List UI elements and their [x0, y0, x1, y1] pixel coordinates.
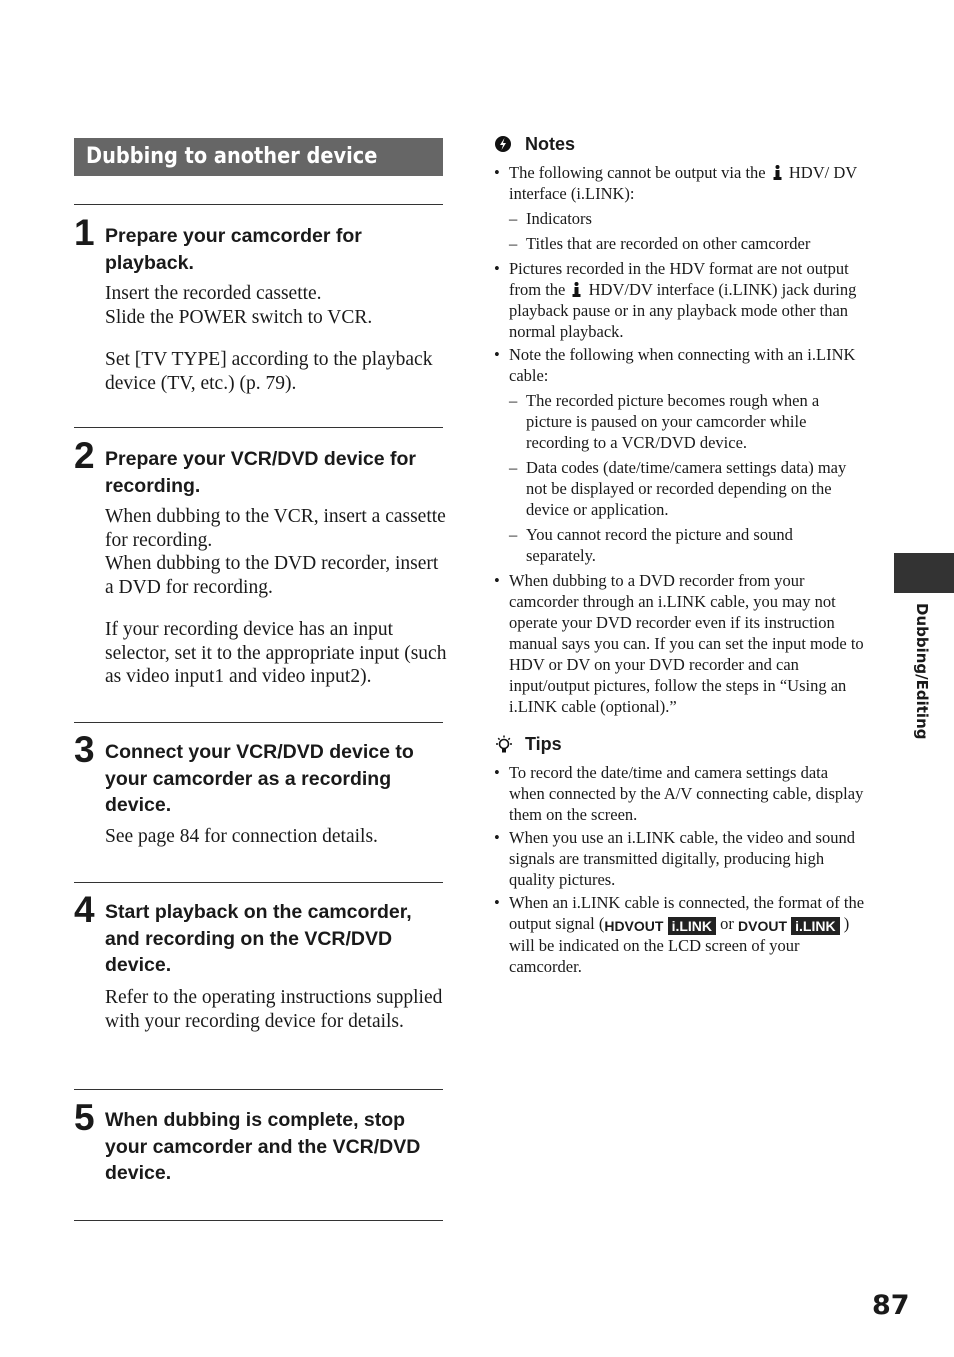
sub-list-item: – Titles that are recorded on other camcorder	[509, 233, 866, 254]
section-title-bar	[74, 138, 443, 176]
ilink-icon	[572, 282, 581, 297]
step-title: Connect your VCR/DVD device to your camcorder as a recording device.	[105, 741, 414, 816]
step-text: If your recording device has an input selector, set it to the appropriate input (such as video input1 and video input2).	[105, 619, 447, 687]
list-item: • When you use an i.LINK cable, the video and sound signals are transmitted digitally, producing high quality pictures.	[494, 827, 866, 890]
sub-list-item: – Indicators	[509, 208, 866, 229]
hdv-out-badge: HDVOUT	[604, 918, 664, 934]
step-title: Start playback on the camcorder, and recording on the VCR/DVD device.	[105, 901, 412, 976]
notes-title: Notes	[525, 134, 576, 154]
notes-icon	[494, 135, 512, 153]
sub-list-item: – Data codes (date/time/camera settings data) may not be displayed or recorded depending on the device or application.	[509, 457, 866, 520]
step-text: See page 84 for connection details.	[105, 826, 378, 847]
step-title: Prepare your VCR/DVD device for recording.	[105, 448, 417, 497]
step-body	[105, 825, 450, 849]
step-text: Slide the POWER switch to VCR.	[105, 306, 373, 328]
divider	[74, 882, 443, 883]
chapter-tab	[894, 553, 954, 593]
step-title: When dubbing is complete, stop your camcorder and the VCR/DVD device.	[105, 1109, 421, 1184]
ilink-icon	[773, 165, 782, 180]
notes-section	[494, 133, 866, 977]
divider	[74, 1089, 443, 1090]
step-body	[105, 505, 450, 689]
dv-out-badge: DVOUT	[738, 918, 788, 934]
step-body	[105, 986, 450, 1033]
step-number: 3	[74, 729, 95, 770]
list-item: • To record the date/time and camera settings data when connected by the A/V connecting cable, display them on the screen.	[494, 762, 866, 825]
lightbulb-icon	[494, 735, 514, 755]
step-number: 5	[74, 1097, 95, 1138]
note-text: The following cannot be output via the	[509, 163, 766, 182]
sub-list	[509, 390, 866, 566]
step-body	[105, 282, 450, 395]
notes-heading	[494, 133, 866, 155]
chapter-label	[910, 605, 930, 745]
step-number: 4	[74, 889, 95, 930]
note-text: Note the following when connecting with an i.LINK cable:	[509, 345, 856, 385]
tip-text: or	[720, 914, 734, 933]
section-title: Dubbing to another device	[86, 144, 378, 169]
step-text: Refer to the operating instructions supplied with your recording device for details.	[105, 987, 443, 1032]
note-text: HDV/ DV interface (i.LINK):	[509, 163, 857, 203]
list-item	[494, 258, 866, 342]
step-text: When dubbing to the VCR, insert a cassette for recording.	[105, 506, 446, 551]
step-number: 1	[74, 212, 95, 253]
step-text: Set [TV TYPE] according to the playback device (TV, etc.) (p. 79).	[105, 349, 433, 394]
list-item: • When dubbing to a DVD recorder from your camcorder through an i.LINK cable, you may not operate your DVD recorder even if its instruction manual says you can. If you can set the input mode to HDV or DV on your DVD recorder and can input/output pictures, follow the steps in “Using an i.LINK cable (optional).”	[494, 570, 866, 717]
tips-list	[494, 762, 866, 977]
divider	[74, 427, 443, 428]
step-text: Insert the recorded cassette.	[105, 283, 322, 304]
list-item	[494, 892, 866, 977]
sub-list-item: – You cannot record the picture and sound separately.	[509, 524, 866, 566]
sub-list	[509, 208, 866, 254]
tips-title: Tips	[525, 734, 562, 754]
chapter-label-text: Dubbing/Editing	[913, 603, 931, 740]
tip-text: When an i.LINK cable is connected, the format of the output signal (	[509, 893, 865, 933]
list-item	[494, 162, 866, 254]
tip-text: ) will be indicated on the LCD screen of your camcorder.	[509, 914, 850, 976]
note-text: HDV/DV interface (i.LINK) jack during playback pause or in any playback mode other than normal playback.	[509, 280, 857, 341]
step-text: When dubbing to the DVD recorder, insert a DVD for recording.	[105, 553, 439, 598]
list-item	[494, 344, 866, 566]
ilink-badge: i.LINK	[668, 917, 716, 935]
sub-list-item: – The recorded picture becomes rough when a picture is paused on your camcorder while recording to a VCR/DVD device.	[509, 390, 866, 453]
page-number: 87	[872, 1290, 910, 1321]
step-number: 2	[74, 435, 95, 476]
step-title: Prepare your camcorder for playback.	[105, 225, 362, 274]
divider	[74, 722, 443, 723]
notes-list	[494, 162, 866, 717]
tips-heading	[494, 733, 866, 755]
note-text: Pictures recorded in the HDV format are not output from the	[509, 259, 849, 299]
ilink-badge: i.LINK	[791, 917, 839, 935]
divider	[74, 204, 443, 205]
divider	[74, 1220, 443, 1221]
